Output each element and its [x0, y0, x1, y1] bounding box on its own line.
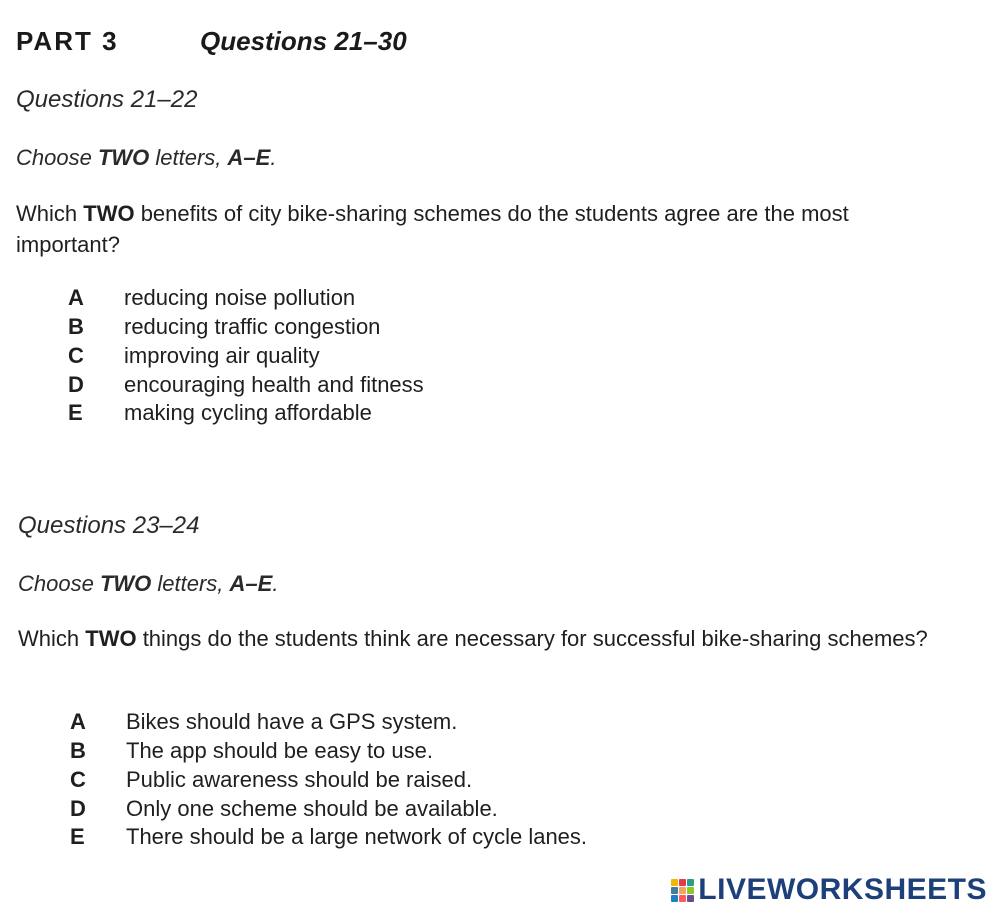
question-prompt: Which TWO benefits of city bike-sharing schemes do the students agree are the most important?	[16, 201, 849, 257]
part-questions-range: Questions 21–30	[200, 26, 407, 56]
option-text: making cycling affordable	[124, 400, 372, 426]
option-item[interactable]	[70, 794, 587, 823]
option-letter: C	[70, 766, 86, 792]
logo-cell	[679, 887, 686, 894]
option-text: improving air quality	[124, 342, 320, 368]
liveworksheets-logo[interactable]	[671, 873, 987, 907]
logo-cell	[687, 887, 694, 894]
logo-cell	[687, 879, 694, 886]
logo-cell	[671, 895, 678, 902]
option-item[interactable]	[68, 342, 424, 371]
logo-cell	[687, 895, 694, 902]
part-label: PART 3	[16, 26, 119, 56]
option-list	[70, 708, 587, 852]
option-text: encouraging health and fitness	[124, 371, 424, 397]
option-text: The app should be easy to use.	[126, 738, 433, 764]
option-text: There should be a large network of cycle lanes.	[126, 824, 588, 850]
logo-cell	[679, 879, 686, 886]
section-instruction: Choose TWO letters, A–E.	[16, 145, 277, 170]
option-letter: D	[70, 795, 86, 821]
option-letter: E	[68, 400, 83, 426]
option-item[interactable]	[68, 399, 424, 428]
option-text: Only one scheme should be available.	[126, 795, 498, 821]
section-heading: Questions 23–24	[18, 512, 200, 539]
section-instruction: Choose TWO letters, A–E.	[18, 571, 279, 596]
option-item[interactable]	[70, 766, 587, 795]
option-text: reducing traffic congestion	[124, 314, 381, 340]
logo-text: LIVEWORKSHEETS	[698, 873, 987, 906]
option-text: Public awareness should be raised.	[126, 766, 473, 792]
option-letter: D	[68, 371, 84, 397]
option-letter: A	[68, 285, 84, 311]
option-text: reducing noise pollution	[124, 285, 356, 311]
option-text: Bikes should have a GPS system.	[126, 709, 458, 735]
option-letter: B	[70, 738, 86, 764]
option-item[interactable]	[70, 708, 587, 737]
question-prompt: Which TWO things do the students think are necessary for successful bike-sharing schemes?	[18, 626, 928, 651]
section-heading: Questions 21–22	[16, 86, 198, 113]
option-item[interactable]	[68, 313, 424, 342]
logo-cell	[671, 879, 678, 886]
option-item[interactable]	[70, 823, 587, 852]
option-item[interactable]	[70, 737, 587, 766]
logo-grid-icon	[671, 879, 694, 902]
logo-cell	[671, 887, 678, 894]
option-letter: A	[70, 709, 86, 735]
option-list	[68, 284, 424, 428]
option-letter: C	[68, 342, 84, 368]
logo-cell	[679, 895, 686, 902]
option-letter: E	[70, 824, 85, 850]
option-letter: B	[68, 314, 84, 340]
option-item[interactable]	[68, 370, 424, 399]
option-item[interactable]	[68, 284, 424, 313]
